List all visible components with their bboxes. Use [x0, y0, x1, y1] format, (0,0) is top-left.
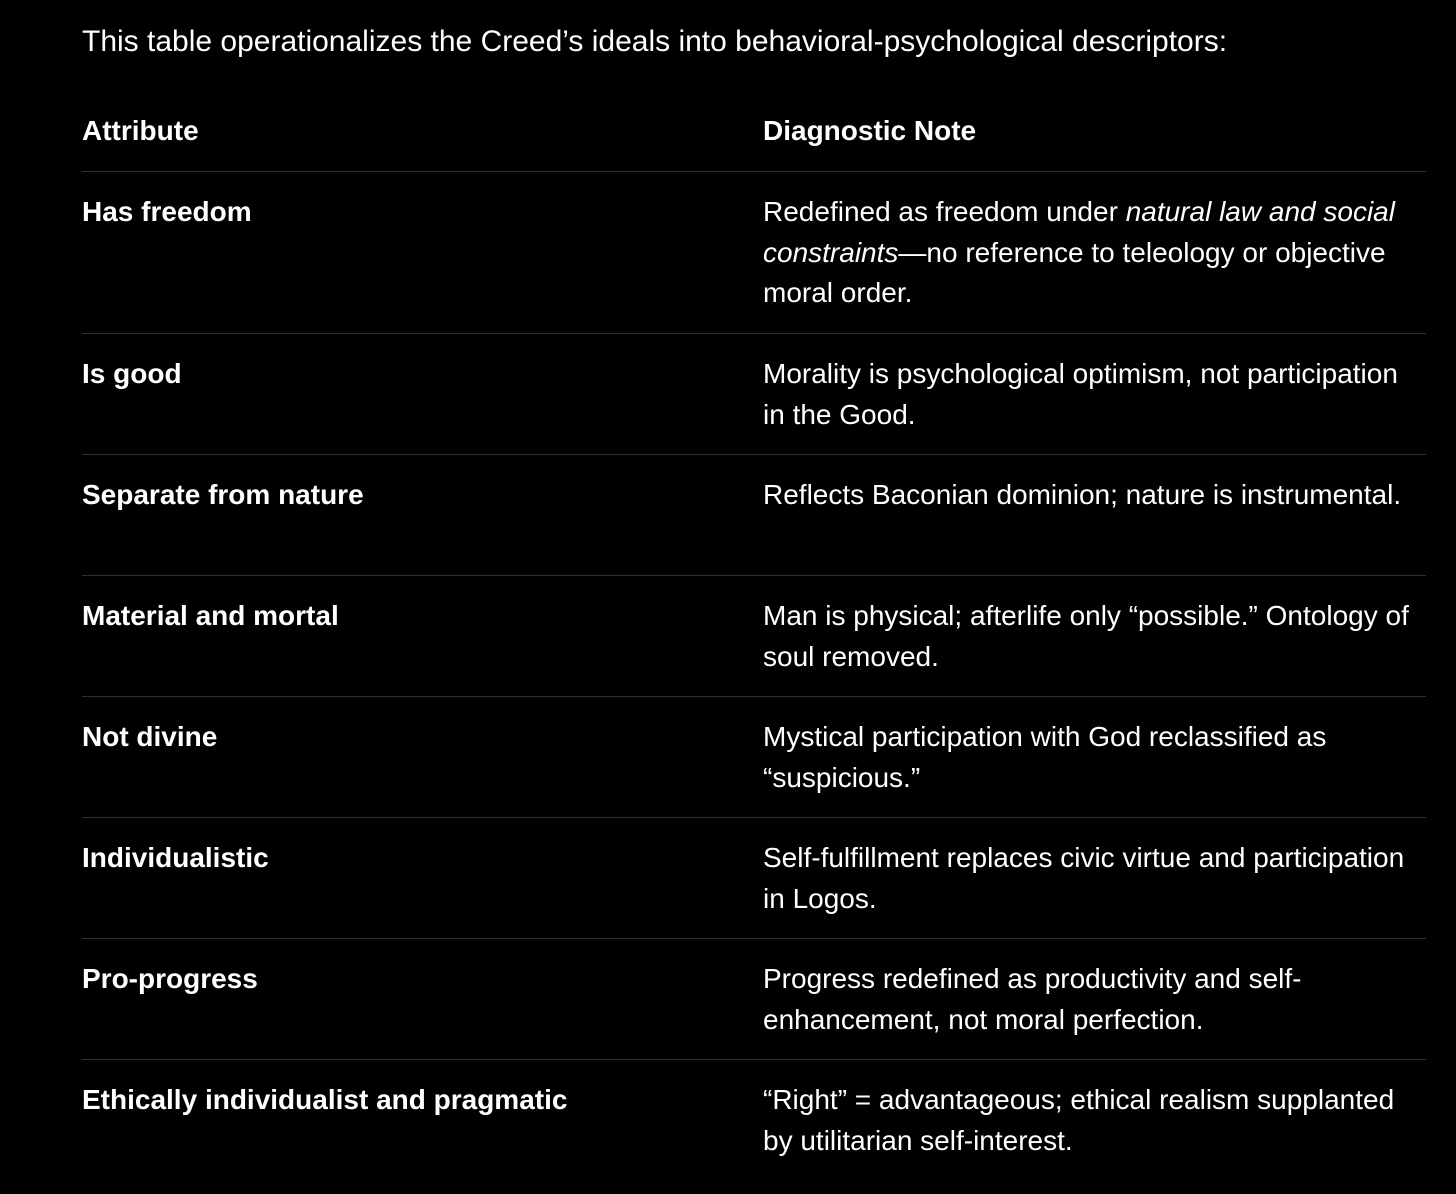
- descriptor-table: [82, 94, 1426, 1181]
- note-text: —no reference to teleology or objective moral order.: [763, 236, 1386, 308]
- attribute-cell: Has freedom: [82, 196, 252, 227]
- attribute-cell: Ethically individualist and pragmatic: [82, 1084, 568, 1115]
- diagnostic-note-cell: Self-fulfillment replaces civic virtue and participation in Logos.: [763, 842, 1405, 914]
- table-row: [82, 455, 1426, 576]
- note-italic-text: natural law and social constraints: [763, 196, 1395, 268]
- attribute-cell: Material and mortal: [82, 600, 339, 631]
- column-header-attribute: Attribute: [82, 115, 199, 146]
- attribute-cell: Is good: [82, 358, 182, 389]
- attribute-cell: Not divine: [82, 721, 218, 752]
- attribute-cell: Individualistic: [82, 842, 269, 873]
- diagnostic-note-cell: Mystical participation with God reclassified as “suspicious.”: [763, 721, 1327, 793]
- table-row: [82, 334, 1426, 455]
- column-header-diagnostic-note: Diagnostic Note: [763, 115, 977, 146]
- diagnostic-note-cell: Man is physical; afterlife only “possible.” Ontology of soul removed.: [763, 600, 1409, 672]
- diagnostic-note-cell: [763, 172, 1426, 314]
- attribute-cell: Separate from nature: [82, 479, 364, 510]
- table-row: [82, 818, 1426, 939]
- table-row: [82, 939, 1426, 1060]
- table-header-row: [82, 94, 1426, 172]
- note-text: Redefined as freedom under: [763, 196, 1126, 227]
- table-row: [82, 172, 1426, 334]
- attribute-cell: Pro-progress: [82, 963, 258, 994]
- table-row: [82, 1060, 1426, 1181]
- diagnostic-note-cell: Morality is psychological optimism, not participation in the Good.: [763, 358, 1398, 430]
- diagnostic-note-cell: Progress redefined as productivity and self-enhancement, not moral perfection.: [763, 963, 1302, 1035]
- intro-text: This table operationalizes the Creed’s ideals into behavioral-psychological descriptors:: [82, 25, 1228, 58]
- diagnostic-note-cell: Reflects Baconian dominion; nature is instrumental.: [763, 479, 1402, 510]
- table-row: [82, 576, 1426, 697]
- table-row: [82, 697, 1426, 818]
- diagnostic-note-cell: “Right” = advantageous; ethical realism supplanted by utilitarian self-interest.: [763, 1084, 1395, 1156]
